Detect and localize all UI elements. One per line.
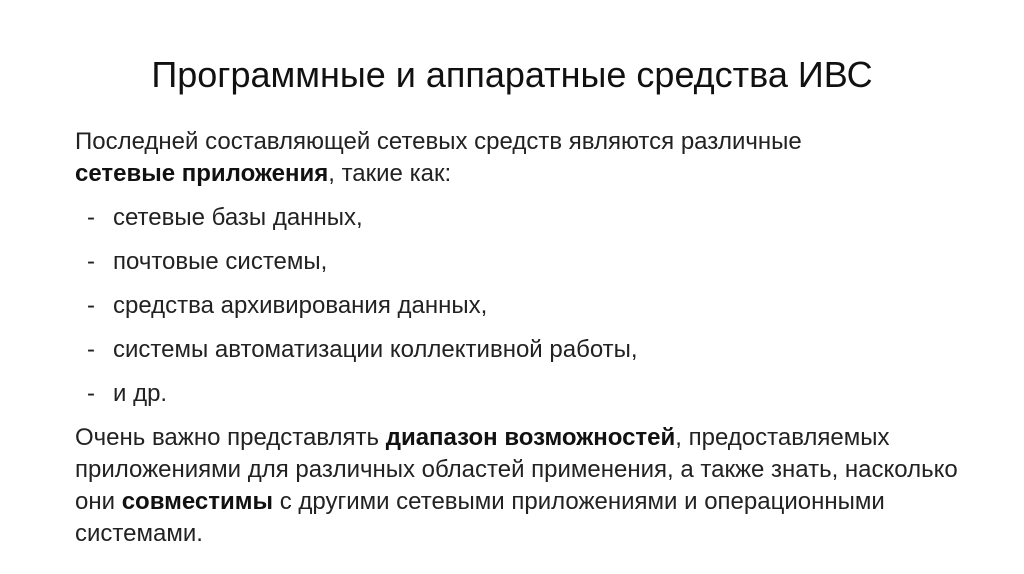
intro-line: Последней составляющей сетевых средств являются различные bbox=[75, 128, 802, 155]
bullet-list bbox=[75, 196, 975, 416]
list-item bbox=[75, 196, 975, 240]
list-item-text: системы автоматизации коллективной работы, bbox=[113, 336, 638, 363]
list-item bbox=[75, 284, 975, 328]
closing-paragraph bbox=[75, 422, 975, 550]
bullet-dash: - bbox=[87, 380, 95, 407]
closing-text-2: , предоставляемых приложениями для различных областей применения, а также знать, насколько они bbox=[75, 424, 958, 515]
closing-bold-term-1: диапазон возможностей bbox=[385, 424, 676, 451]
bullet-dash: - bbox=[87, 292, 95, 319]
intro-rest: , такие как: bbox=[328, 160, 452, 187]
list-item bbox=[75, 240, 975, 284]
closing-text-1: Очень важно представлять bbox=[75, 424, 386, 451]
slide-title: Программные и аппаратные средства ИВС bbox=[151, 54, 873, 95]
bullet-dash: - bbox=[87, 336, 95, 363]
list-item-text: и др. bbox=[113, 380, 168, 407]
slide-content bbox=[75, 126, 975, 550]
list-item-text: сетевые базы данных, bbox=[113, 204, 363, 231]
intro-paragraph bbox=[75, 126, 975, 190]
list-item bbox=[75, 372, 975, 416]
closing-text-3: с другими сетевыми приложениями и операционными системами. bbox=[75, 488, 885, 547]
list-item bbox=[75, 328, 975, 372]
bullet-dash: - bbox=[87, 248, 95, 275]
closing-bold-term-2: совместимы bbox=[121, 488, 274, 515]
bullet-dash: - bbox=[87, 204, 95, 231]
list-item-text: почтовые системы, bbox=[113, 248, 328, 275]
intro-bold-term: сетевые приложения bbox=[75, 160, 329, 187]
list-item-text: средства архивирования данных, bbox=[113, 292, 488, 319]
